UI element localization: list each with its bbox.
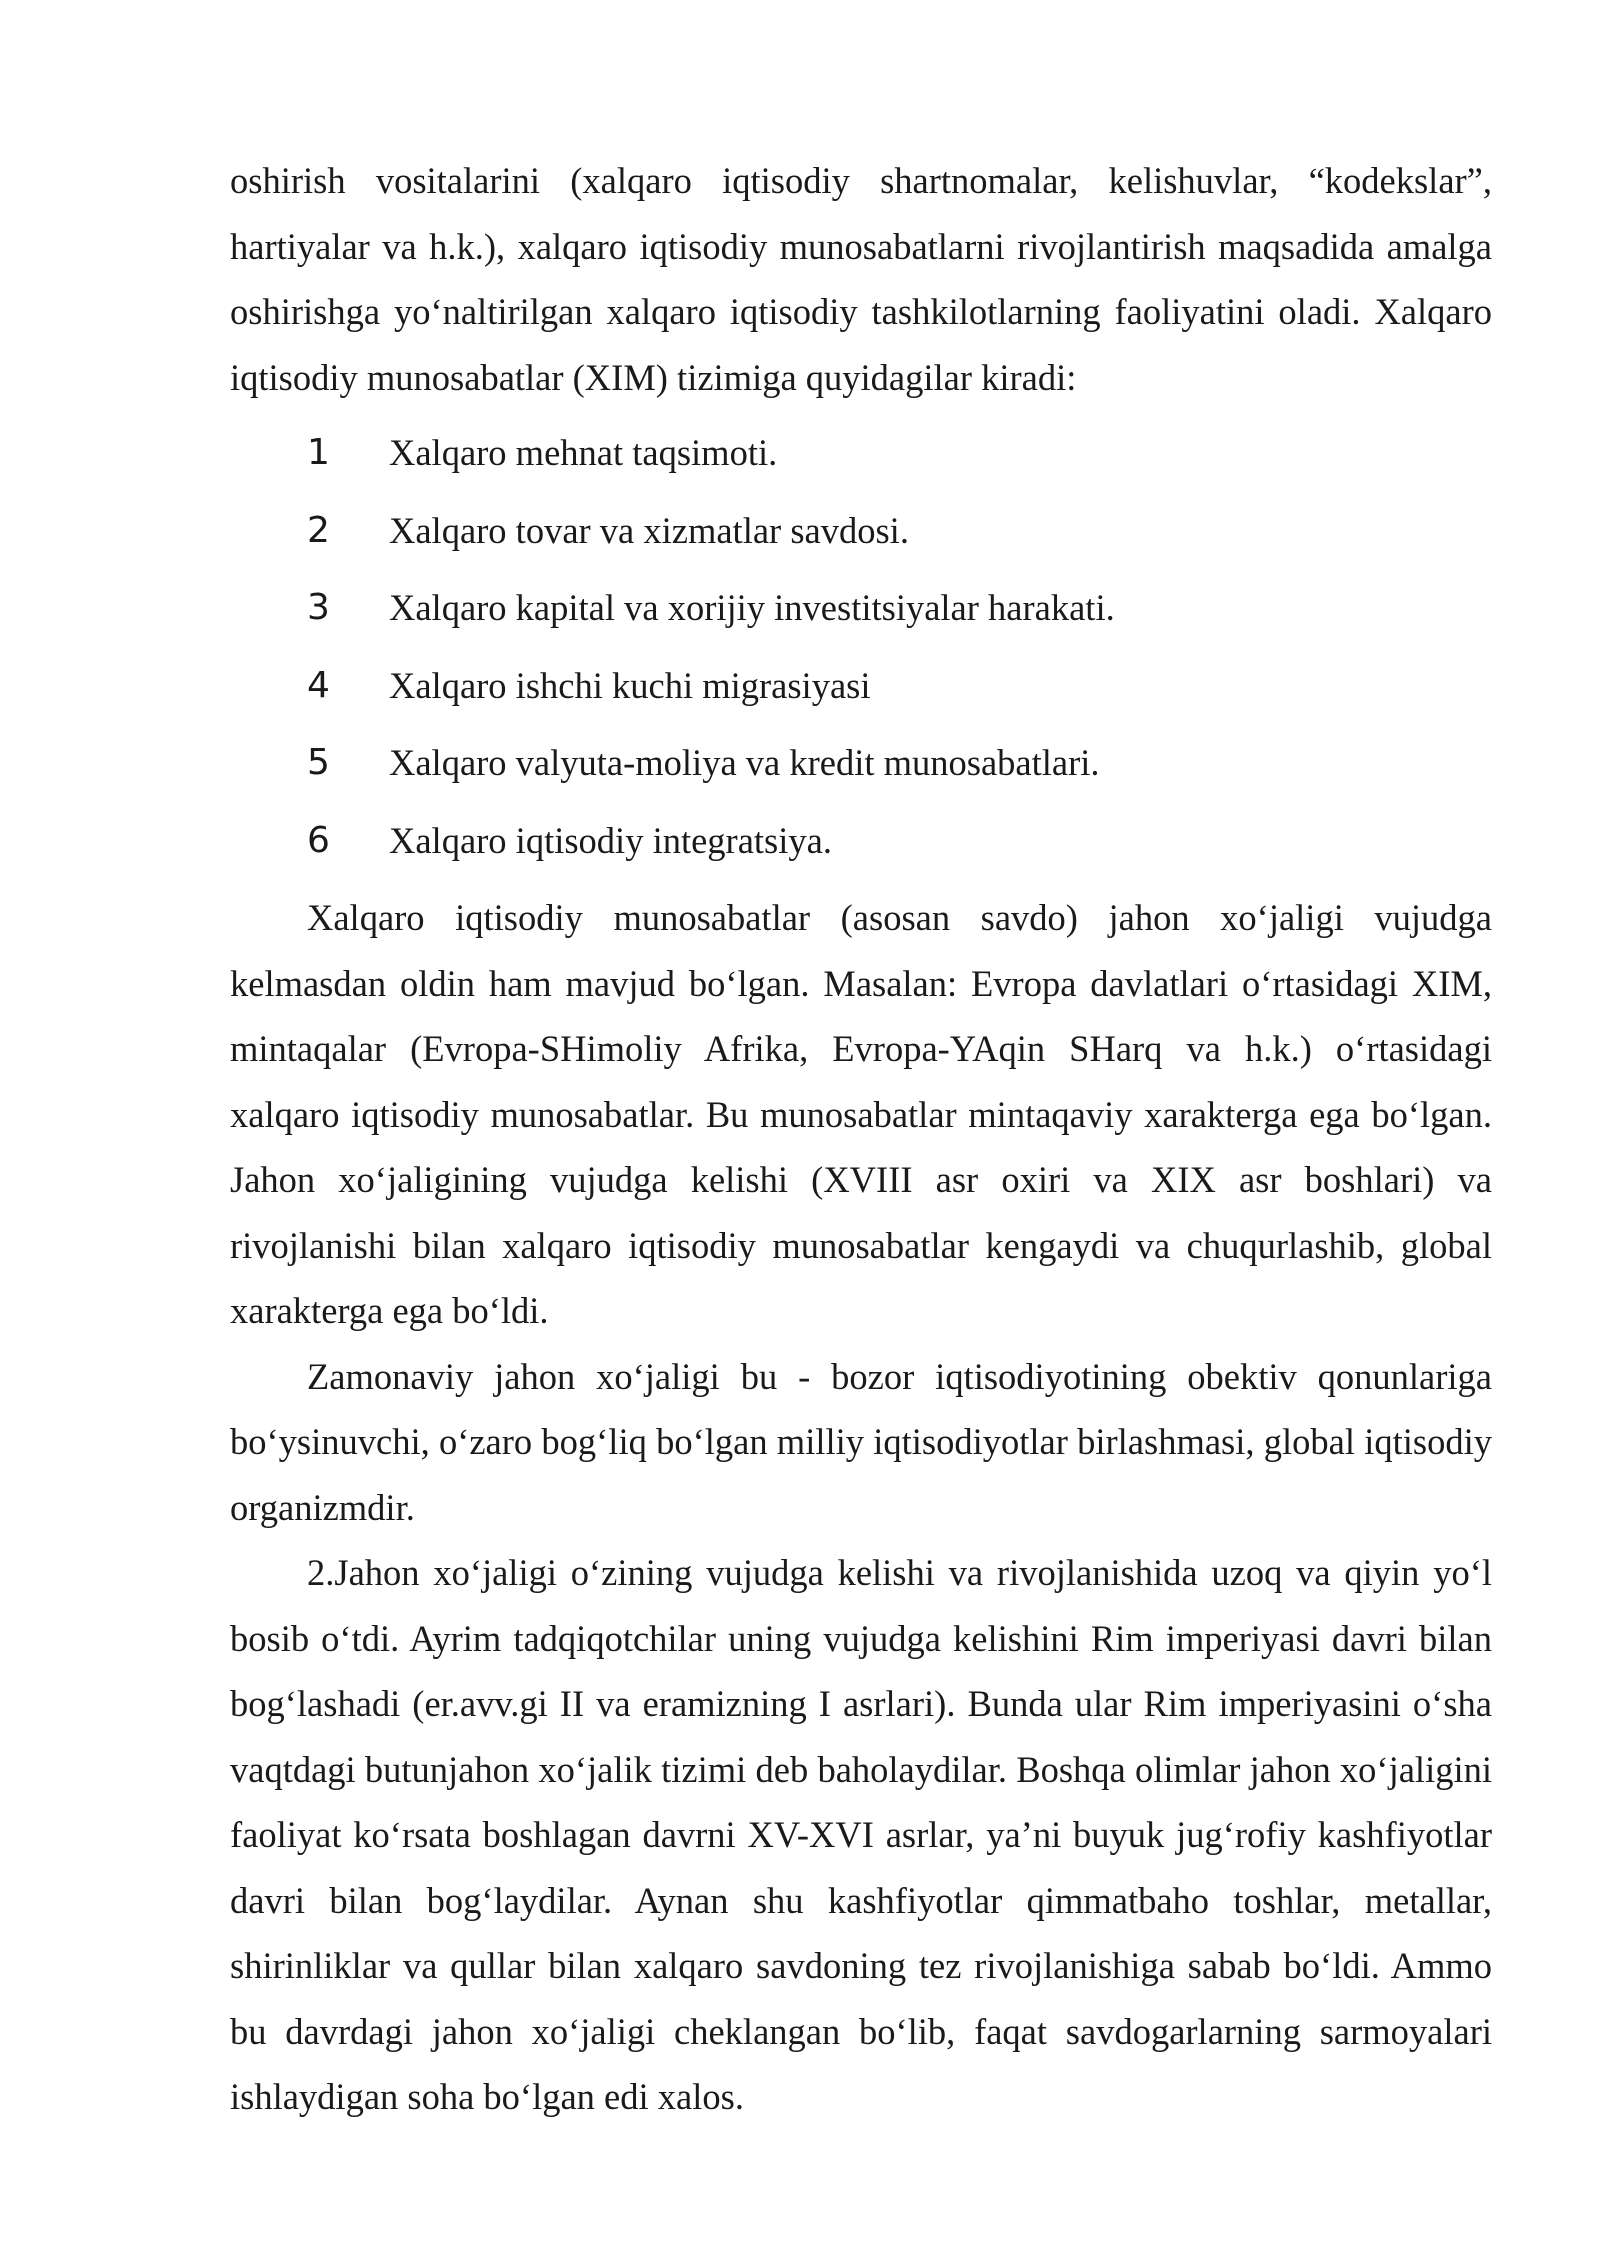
list-item-text: Xalqaro ishchi kuchi migrasiyasi	[389, 664, 871, 706]
list-item	[230, 569, 1492, 647]
list-number: 5	[307, 742, 330, 783]
paragraph-history: Xalqaro iqtisodiy munosabatlar (asosan savdo) jahon xo‘jaligi vujudga kelmasdan oldin ham mavjud bo‘lgan. Masalan: Evropa davlatlari o‘rtasidagi XIM, mintaqalar (Evropa-SHimoliy Afrika, Evropa-YAqin SHarq va h.k.) o‘rtasidagi xalqaro iqtisodiy munosabatlar. Bu munosabatlar mintaqaviy xarakterga ega bo‘lgan. Jahon xo‘jaligining vujudga kelishi (XVIII asr oxiri va XIX asr boshlari) va rivojlanishi bilan xalqaro iqtisodiy munosabatlar kengaydi va chuqurlashib, global xarakterga ega bo‘ldi.	[230, 897, 1492, 1331]
list-item	[230, 724, 1492, 802]
list-item-text: Xalqaro kapital va xorijiy investitsiyalar harakati.	[389, 587, 1115, 628]
list-number: 1	[307, 432, 330, 473]
list-item	[230, 414, 1492, 492]
list-number: 2	[307, 509, 330, 551]
xim-system-list	[230, 414, 1492, 879]
paragraph-intro: oshirish vositalarini (xalqaro iqtisodiy shartnomalar, kelishuvlar, “kodekslar”, hartiyalar va h.k.), xalqaro iqtisodiy munosabatlarni rivojlantirish maqsadida amalga oshirishga yo‘naltirilgan xalqaro iqtisodiy tashkilotlarning faoliyatini oladi. Xalqaro iqtisodiy munosabatlar (XIM) tizimiga quyidagilar kiradi:	[230, 160, 1492, 398]
document-page	[230, 148, 1492, 2130]
list-item	[230, 492, 1492, 570]
paragraph-modern-economy: Zamonaviy jahon xo‘jaligi bu - bozor iqtisodiyotining obektiv qonunlariga bo‘ysinuvchi, o‘zaro bog‘liq bo‘lgan milliy iqtisodiyotlar birlashmasi, global iqtisodiy organizmdir.	[230, 1355, 1492, 1528]
list-item	[230, 647, 1492, 725]
list-item-text: Xalqaro iqtisodiy integratsiya.	[389, 819, 832, 861]
list-item-text: Xalqaro mehnat taqsimoti.	[389, 432, 778, 473]
list-number: 4	[307, 664, 330, 706]
list-number: 6	[307, 819, 330, 861]
paragraph-development: 2.Jahon xo‘jaligi o‘zining vujudga kelishi va rivojlanishida uzoq va qiyin yo‘l bosib o‘tdi. Ayrim tadqiqotchilar uning vujudga kelishini Rim imperiyasi davri bilan bog‘lashadi (er.avv.gi II va eramizning I asrlari). Bunda ular Rim imperiyasini o‘sha vaqtdagi butunjahon xo‘jalik tizimi deb baholaydilar. Boshqa olimlar jahon xo‘jaligini faoliyat ko‘rsata boshlagan davrni XV-XVI asrlar, ya’ni buyuk jug‘rofiy kashfiyotlar davri bilan bog‘laydilar. Aynan shu kashfiyotlar qimmatbaho toshlar, metallar, shirinliklar va qullar bilan xalqaro savdoning tez rivojlanishiga sabab bo‘ldi. Ammo bu davrdagi jahon xo‘jaligi cheklangan bo‘lib, faqat savdogarlarning sarmoyalari ishlaydigan soha bo‘lgan edi xalos.	[230, 1552, 1492, 2117]
list-item-text: Xalqaro tovar va xizmatlar savdosi.	[389, 509, 909, 551]
list-number: 3	[307, 587, 330, 628]
list-item-text: Xalqaro valyuta-moliya va kredit munosabatlari.	[389, 742, 1100, 783]
list-item	[230, 802, 1492, 880]
